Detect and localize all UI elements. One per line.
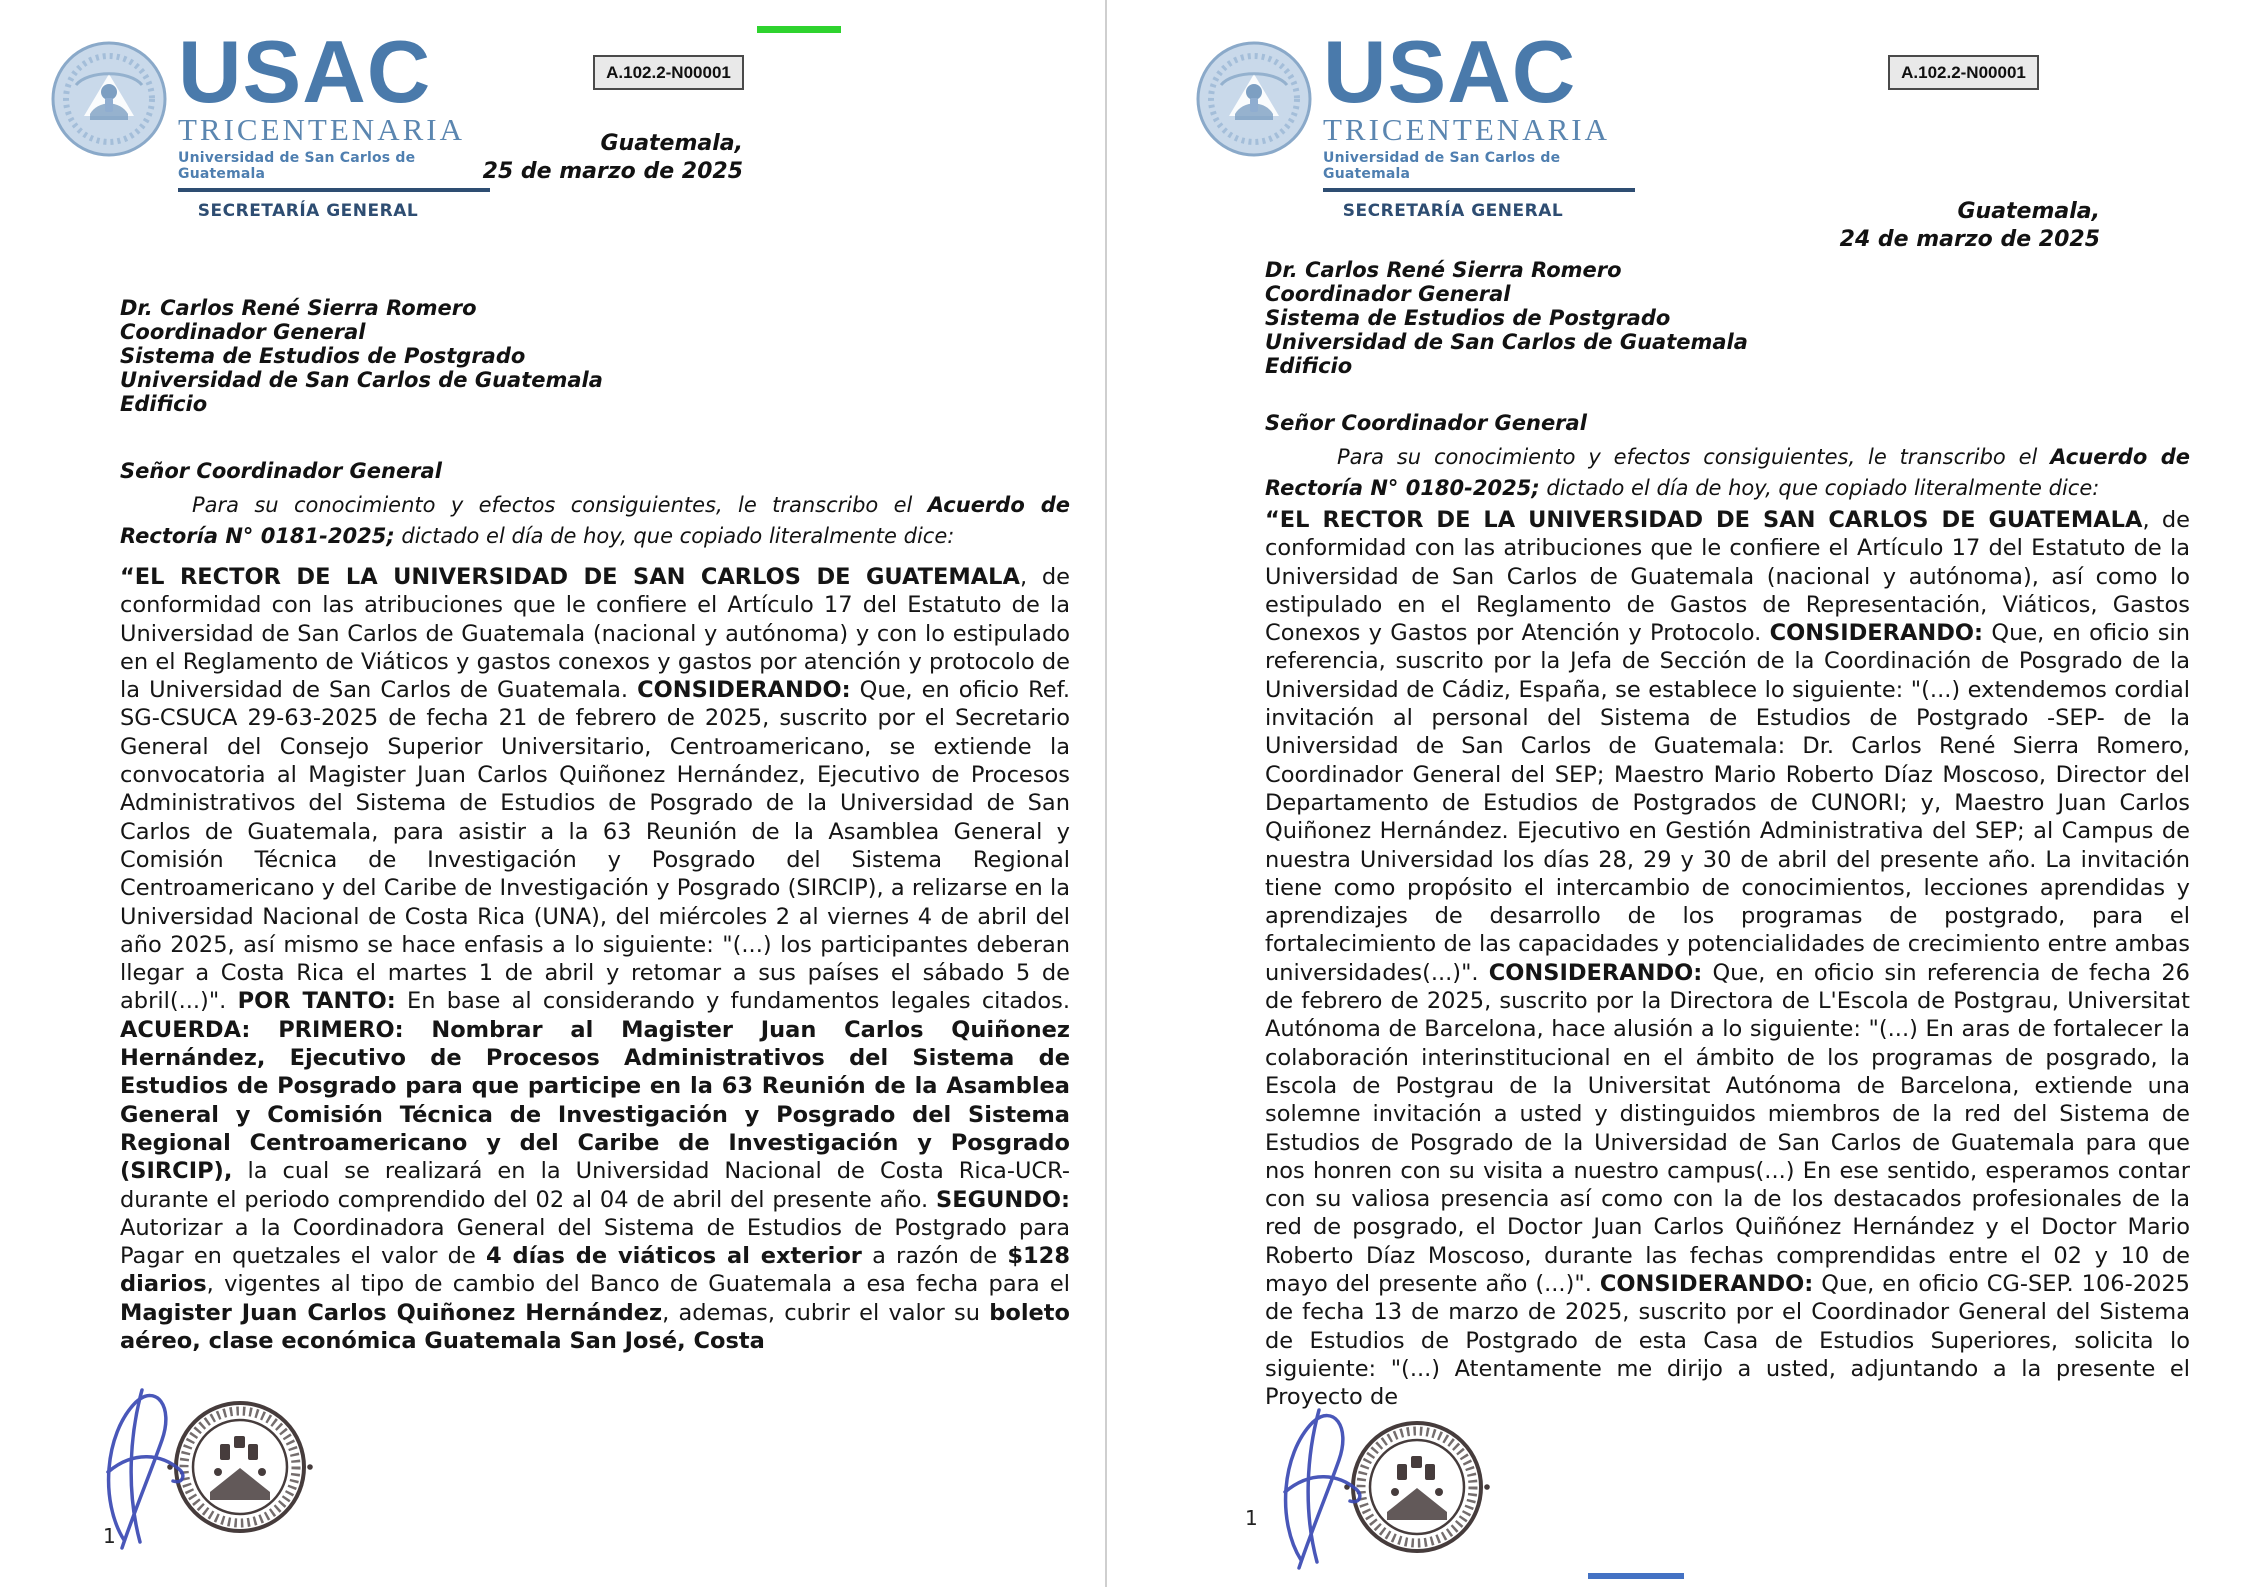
brand-tricentenaria: TRICENTENARIA [1323,112,1610,148]
scan-artifact-green-mark [757,26,841,33]
letterhead-rule [1323,188,1635,192]
page-number: 1 [103,1524,116,1548]
document-page-2 [1145,0,2245,1587]
letterhead-department: SECRETARÍA GENERAL [1342,201,1564,222]
page-number: 1 [1245,1506,1258,1530]
salutation: Señor Coordinador General [120,459,442,483]
date-block [398,130,743,186]
intro-paragraph: Para su conocimiento y efectos consiguientes, le transcribo el Acuerdo de Rectoría N° 0181-2025; dictado el día de hoy, que copiado literalmente dice: [120,493,1070,548]
page-divider [1105,0,1107,1587]
recipient-institution: Universidad de San Carlos de Guatemala [120,368,603,392]
letterhead-text [178,22,496,222]
recipient-title: Coordinador General [120,320,366,344]
recipient-name: Dr. Carlos René Sierra Romero [120,296,477,320]
reference-code-box: A.102.2-N00001 [1888,55,2039,90]
recipient-title: Coordinador General [1265,282,1511,306]
body-paragraph: “EL RECTOR DE LA UNIVERSIDAD DE SAN CARLOS DE GUATEMALA, de conformidad con las atribuciones que le confiere el Artículo 17 del Estatuto de la Universidad de San Carlos de Guatemala (nacional y autónoma) y con lo estipulado en el Reglamento de Viáticos y gastos conexos y gastos por atención y protocolo de la Universidad de San Carlos de Guatemala. CONSIDERANDO: Que, en oficio Ref. SG-CSUCA 29-63-2025 de fecha 21 de febrero de 2025, suscrito por el Secretario General del Consejo Superior Universitario, Centroamericano, se extiende la convocatoria al Magister Juan Carlos Quiñonez Hernández, Ejecutivo de Procesos Administrativos del Sistema de Estudios de Posgrado de la Universidad de San Carlos de Guatemala, para asistir a la 63 Reunión de la Asamblea General y Comisión Técnica de Investigación y Posgrado del Sistema Regional Centroamericano y del Caribe de Investigación y Posgrado (SIRCIP), a relizarse en la Universidad Nacional de Costa Rica (UNA), del miércoles 2 al viernes 4 de abril del año 2025, así mismo se hace enfasis a lo siguiente: "(...) los participantes deberan llegar a Costa Rica el martes 1 de abril y retomar a sus países el sábado 5 de abril(...)". POR TANTO: En base al considerando y fundamentos legales citados. ACUERDA: PRIMERO: Nombrar al Magister Juan Carlos Quiñonez Hernández, Ejecutivo de Procesos Administrativos del Sistema de Estudios de Posgrado para que participe en la 63 Reunión de la Asamblea General y Comisión Técnica de Investigación y Posgrado del Sistema Regional Centroamericano y del Caribe de Investigación y Posgrado (SIRCIP), la cual se realizará en la Universidad Nacional de Costa Rica-UCR- durante el periodo comprendido del 02 al 04 de abril del presente año. SEGUNDO: Autorizar a la Coordinadora General del Sistema de Estudios de Postgrado para Pagar en quetzales el valor de 4 días de viáticos al exterior a razón de $128 diarios, vigentes al tipo de cambio del Banco de Guatemala a esa fecha para el Magister Juan Carlos Quiñonez Hernández, ademas, cubrir el valor su boleto aéreo, clase económica Guatemala San José, Costa [120,564,1071,1355]
reference-code-box: A.102.2-N00001 [593,55,744,90]
recipient-building: Edificio [120,392,208,416]
letterhead-rule [178,188,490,192]
date-city: Guatemala, [600,131,743,156]
brand-university-name: Universidad de San Carlos de Guatemala [1323,150,1561,183]
brand-university-name: Universidad de San Carlos de Guatemala [178,150,416,183]
brand-usac: USAC [178,22,432,121]
intro-paragraph: Para su conocimiento y efectos consiguientes, le transcribo el Acuerdo de Rectoría N° 0180-2025; dictado el día de hoy, que copiado literalmente dice: [1265,445,2190,500]
body-paragraph: “EL RECTOR DE LA UNIVERSIDAD DE SAN CARLOS DE GUATEMALA, de conformidad con las atribuciones que le confiere el Artículo 17 del Estatuto de la Universidad de San Carlos de Guatemala (nacional y autónoma), así como lo estipulado en el Reglamento de Gastos de Representación, Viáticos, Gastos Conexos y Gastos por Atención y Protocolo. CONSIDERANDO: Que, en oficio sin referencia, suscrito por la Jefa de Sección de la Coordinación de Posgrado de la Universidad de Cádiz, España, se establece lo siguiente: "(...) extendemos cordial invitación al personal del Sistema de Estudios de Postgrado -SEP- de la Universidad de San Carlos de Guatemala: Dr. Carlos René Sierra Romero, Coordinador General del SEP; Maestro Mario Roberto Díaz Moscoso, Director del Departamento de Estudios de Postgrados de CUNORI; y, Maestro Juan Carlos Quiñonez Hernández. Ejecutivo en Gestión Administrativa del SEP; al Campus de nuestra Universidad los días 28, 29 y 30 de abril del presente año. La invitación tiene como propósito el intercambio de conocimientos, lecciones aprendidas y aprendizajes de desarrollo de los programas de postgrado, para el fortalecimiento de las capacidades y potencialidades de crecimiento entre ambas universidades(...)". CONSIDERANDO: Que, en oficio sin referencia de fecha 26 de febrero de 2025, suscrito por la Directora de L'Escola de Postgrau, Universitat Autónoma de Barcelona, hace alusión a lo siguiente: "(...) En aras de fortalecer la colaboración interinstitucional en el ámbito de los programas de posgrado, la Escola de Postgrau de la Universitat Autónoma de Barcelona, extiende una solemne invitación a usted y distinguidos miembros de la red del Sistema de Estudios de Posgrado de la Universidad de San Carlos de Guatemala para que nos honren con su visita a nuestro campus(...) En ese sentido, esperamos contar con su valiosa presencia así como con la de los destacados profesionales de la red de posgrado, el Doctor Juan Carlos Quiñónez Hernández y el Doctor Mario Roberto Díaz Moscoso, durante las fechas comprendidas entre el 02 y 10 de mayo del presente año (...)". CONSIDERANDO: Que, en oficio CG-SEP. 106-2025 de fecha 13 de marzo de 2025, suscrito por el Coordinador General del Sistema de Estudios de Postgrado de esta Casa de Estudios Superiores, solicita lo siguiente: "(...) Atentamente me dirijo a usted, adjuntando a la presente el Proyecto de [1265,507,2190,1411]
letterhead [50,22,496,222]
date-full: 25 de marzo de 2025 [482,159,743,184]
recipient-unit: Sistema de Estudios de Postgrado [120,344,526,368]
scan-artifact-blue-mark [1588,1573,1684,1579]
brand-usac: USAC [1323,22,1577,121]
letterhead-text [1323,22,1641,222]
salutation: Señor Coordinador General [1265,411,1587,435]
date-city: Guatemala, [1957,199,2100,224]
recipient-name: Dr. Carlos René Sierra Romero [1265,258,1622,282]
date-block [1745,198,2100,254]
date-full: 24 de marzo de 2025 [1839,227,2100,252]
document-page-1 [0,0,1103,1587]
letterhead-department: SECRETARÍA GENERAL [197,201,419,222]
letterhead [1195,22,1641,222]
usac-emblem-icon [1195,40,1313,158]
signature-and-seal [1255,1392,1535,1587]
brand-tricentenaria: TRICENTENARIA [178,112,465,148]
recipient-block [1265,258,1748,378]
signature-and-seal [78,1372,358,1567]
recipient-institution: Universidad de San Carlos de Guatemala [1265,330,1748,354]
recipient-building: Edificio [1265,354,1353,378]
recipient-block [120,296,603,416]
usac-emblem-icon [50,40,168,158]
recipient-unit: Sistema de Estudios de Postgrado [1265,306,1671,330]
